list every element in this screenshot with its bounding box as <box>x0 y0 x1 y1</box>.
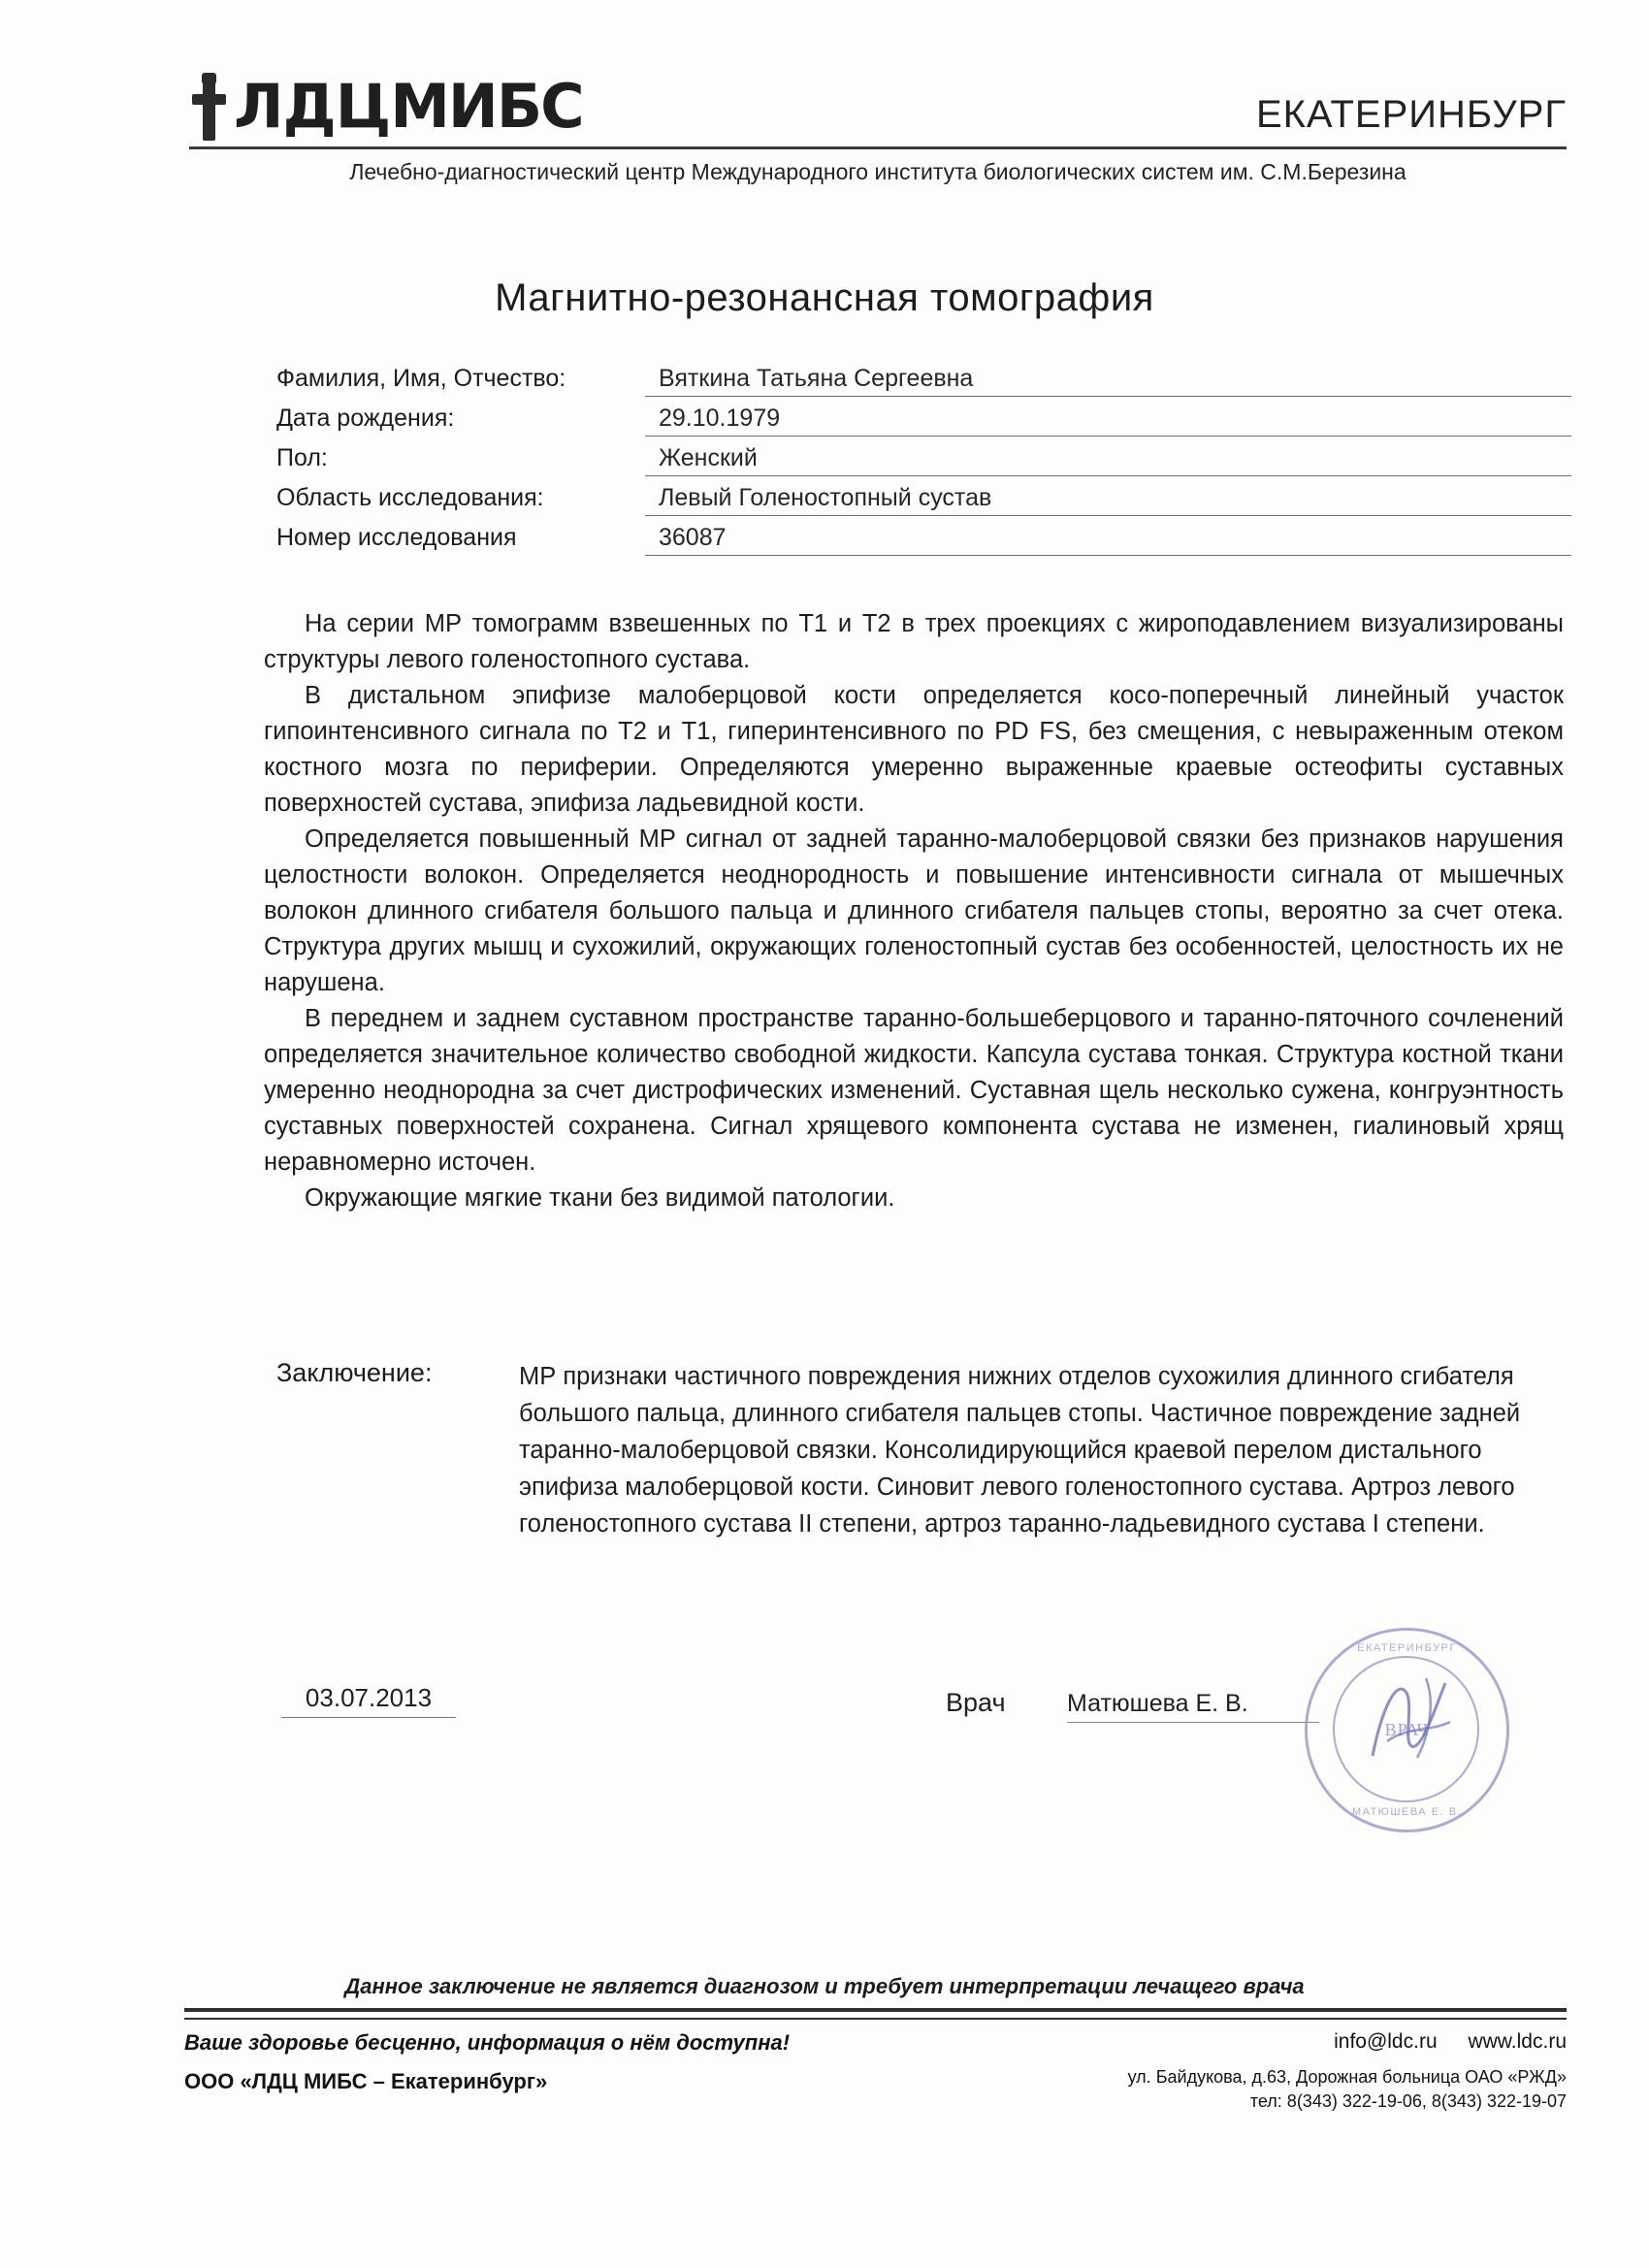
report-paragraph: В дистальном эпифизе малоберцовой кости определяется косо-поперечный линейный участок гипоинтенсивного сигнала по Т2 и Т1, гиперинтенсивного по PD FS, без смещения, с невыраженным отеком костного мозга по периферии. Определяются умеренно выраженные краевые остеофиты суставных поверхностей сустава, эпифиза ладьевидной кости. <box>264 682 1564 817</box>
field-label-region: Область исследования: <box>276 484 544 511</box>
report-paragraph: В переднем и заднем суставном пространстве таранно-большеберцового и таранно-пяточного сочленений определяется значительное количество свободной жидкости. Капсула сустава тонкая. Структура костной ткани умеренно неоднородна за счет дистрофических изменений. Суставная щель несколько сужена, конгруэнтность суставных поверхностей сохранена. Сигнал хрящевого компонента сустава не изменен, гиалиновый хрящ неравномерно источен. <box>264 1005 1564 1176</box>
field-row <box>276 397 1571 437</box>
field-value-region-wrap <box>645 484 1571 516</box>
logo-wordmark <box>234 71 583 142</box>
logo-row <box>189 73 1567 141</box>
field-label-name: Фамилия, Имя, Отчество: <box>276 365 566 392</box>
clinic-logo <box>189 73 583 141</box>
stamp-arc-bottom-text: МАТЮШЕВА Е. В. <box>1351 1806 1463 1818</box>
footer-website[interactable]: www.ldc.ru <box>1468 2030 1567 2053</box>
field-label-study-number: Номер исследования <box>276 524 517 551</box>
signature-date: 03.07.2013 <box>281 1683 456 1718</box>
conclusion-text: МР признаки частичного повреждения нижних отделов сухожилия длинного сгибателя большого пальца, длинного сгибателя пальцев стопы. Частичное повреждение задней таранно-малоберцовой связки. Консолидирующийся краевой перелом дистального эпифиза малоберцовой кости. Синовит левого голеностопного сустава. Артроз левого голеностопного сустава II степени, артроз таранно-ладьевидного сустава I степени. <box>519 1363 1521 1538</box>
footer-contacts <box>1128 2030 1567 2054</box>
field-value-name: Вяткина Татьяна Сергеевна <box>659 365 974 392</box>
field-row <box>276 357 1571 397</box>
logo-ldc: ЛДЦ <box>234 71 391 142</box>
report-paragraph: Окружающие мягкие ткани без видимой патологии. <box>305 1184 895 1212</box>
footer-divider-thin <box>184 2018 1567 2020</box>
field-row <box>276 476 1571 516</box>
footer-slogan: Ваше здоровье бесценно, информация о нём доступна! <box>184 2030 791 2055</box>
document-header <box>189 73 1567 185</box>
footer-phones: тел: 8(343) 322-19-06, 8(343) 322-19-07 <box>1249 2091 1567 2111</box>
doctor-label: Врач <box>946 1688 1006 1717</box>
field-value-study-number: 36087 <box>659 524 727 551</box>
footer-company: ООО «ЛДЦ МИБС – Екатеринбург» <box>184 2069 548 2093</box>
patient-fields <box>276 357 1571 556</box>
field-value-name-wrap <box>645 365 1571 397</box>
field-value-birthdate-wrap <box>645 405 1571 437</box>
report-body <box>264 606 1564 1216</box>
stamp-arc-top-text: ЕКАТЕРИНБУРГ <box>1357 1642 1457 1654</box>
footer-email[interactable]: info@ldc.ru <box>1334 2030 1438 2053</box>
clinic-subtitle: Лечебно-диагностический центр Международного института биологических систем им. С.М.Березина <box>349 159 1406 184</box>
cross-icon <box>189 73 228 141</box>
page-title: Магнитно-резонансная томография <box>495 276 1154 319</box>
field-value-region: Левый Голеностопный сустав <box>659 484 992 511</box>
field-value-birthdate: 29.10.1979 <box>659 405 781 432</box>
conclusion-label: Заключение: <box>276 1358 433 1387</box>
doctor-name: Матюшева Е. В. <box>1067 1690 1319 1723</box>
footer-right-block <box>1128 2030 1567 2114</box>
field-row <box>276 437 1571 476</box>
conclusion-block <box>276 1358 1576 1542</box>
field-value-sex-wrap <box>645 444 1571 476</box>
doctor-stamp <box>1305 1628 1509 1832</box>
report-paragraph: Определяется повышенный МР сигнал от задней таранно-малоберцовой связки без признаков нарушения целостности волокон. Определяется неоднородность и повышение интенсивности сигнала от мышечных волокон длинного сгибателя большого пальца и длинного сгибателя пальцев стопы, вероятно за счет отека. Структура других мышц и сухожилий, окружающих голеностопный сустав без особенностей, целостность их не нарушена. <box>264 826 1564 996</box>
report-paragraph: На серии МР томограмм взвешенных по Т1 и Т2 в трех проекциях с жироподавлением визуализированы структуры левого голеностопного сустава. <box>264 610 1564 673</box>
footer-address: ул. Байдукова, д.63, Дорожная больница ОАО «РЖД» <box>1127 2067 1567 2087</box>
logo-mibs: МИБС <box>390 71 583 142</box>
field-row <box>276 516 1571 556</box>
field-label-birthdate: Дата рождения: <box>276 405 455 432</box>
footer-left-block <box>184 2030 790 2114</box>
branch-city: ЕКАТЕРИНБУРГ <box>1255 93 1567 136</box>
footer-divider-thick <box>184 2008 1567 2012</box>
document-footer <box>184 2030 1567 2114</box>
header-divider <box>189 146 1567 149</box>
field-value-study-number-wrap <box>645 524 1571 556</box>
footer-disclaimer: Данное заключение не является диагнозом и требует интерпретации лечащего врача <box>344 1974 1305 1998</box>
stamp-center-text: ВРАЧ <box>1384 1720 1430 1739</box>
field-label-sex: Пол: <box>276 444 328 471</box>
field-value-sex: Женский <box>659 444 758 471</box>
